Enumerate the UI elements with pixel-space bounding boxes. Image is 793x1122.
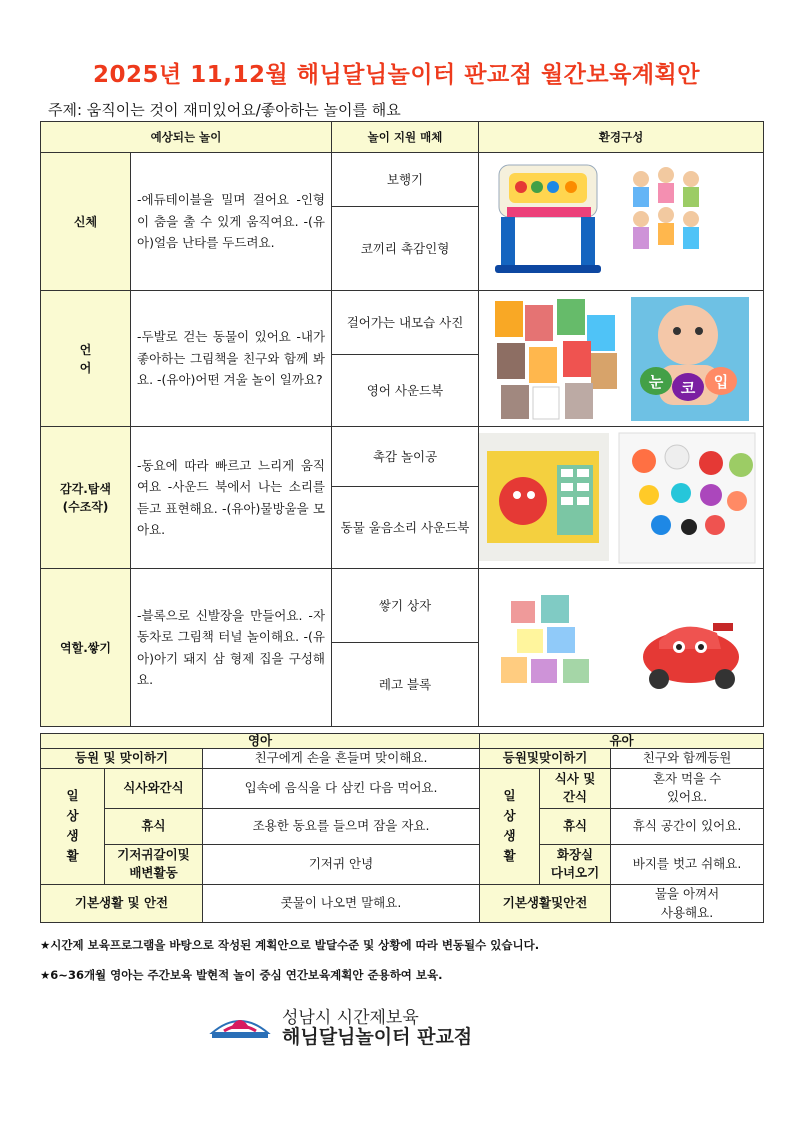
rest-child: 휴식 공간이 있어요. — [611, 808, 764, 844]
infant-title: 영아 — [41, 734, 480, 749]
safety-label-infant: 기본생활 및 안전 — [41, 884, 203, 923]
rest-label-infant: 휴식 — [105, 808, 203, 844]
toilet-child: 바지를 벗고 쉬해요. — [611, 844, 764, 884]
footer — [206, 1003, 566, 1048]
diaper-label-infant: 기저귀갈이및 배변활동 — [105, 844, 203, 884]
plan-subject: 주제: 움직이는 것이 재미있어요/좋아하는 놀이를 해요 — [48, 101, 401, 119]
play-text-physical: -에듀테이블을 밀며 걸어요 -인형이 춤을 출 수 있게 움직여요. -(유아)얼음 난타를 두드려요. — [131, 153, 332, 291]
material-elephant-doll: 코끼리 촉감인형 — [332, 207, 479, 291]
rest-label-child: 휴식 — [540, 808, 611, 844]
toy-car-image — [643, 623, 739, 689]
face-book-image — [631, 297, 749, 421]
play-text-language: -두발로 걷는 동물이 있어요 -내가 좋아하는 그림책을 친구와 함께 봐요. -(유아)어떤 겨울 놀이 일까요? — [131, 291, 332, 427]
play-text-role-blocks: -블록으로 신발장을 만들어요. -자동차로 그림책 터널 놀이해요. -(유아)아기 돼지 삼 형제 집을 구성해요. — [131, 569, 332, 727]
material-walking-photo: 걸어가는 내모습 사진 — [332, 291, 479, 355]
seongnam-logo-icon — [208, 1007, 272, 1041]
sensory-balls-image — [619, 433, 755, 563]
env-language — [479, 291, 764, 427]
category-physical: 신체 — [41, 153, 131, 291]
material-stacking-box: 쌓기 상자 — [332, 569, 479, 643]
play-text-sensory: -동요에 따라 빠르고 느리게 움직여요 -사운드 북에서 나는 소리를 듣고 표현해요. -(유아)물방울을 모아요. — [131, 427, 332, 569]
daily-label-child: 일 상 생 활 — [480, 768, 540, 884]
diaper-infant: 기저귀 안녕 — [203, 844, 480, 884]
child-title: 유아 — [480, 734, 764, 749]
note-2: ★6~36개월 영아는 주간보육 발현적 놀이 중심 연간보육계획안 준용하여 보육. — [40, 968, 443, 982]
arrival-child: 친구와 함께등원 — [611, 749, 764, 769]
daily-label-infant: 일 상 생 활 — [41, 768, 105, 884]
header-materials: 놀이 지원 매체 — [332, 122, 479, 153]
category-language: 언 어 — [41, 291, 131, 427]
material-english-soundbook: 영어 사운드북 — [332, 355, 479, 427]
note-1: ★시간제 보육프로그램을 바탕으로 작성된 계획안으로 발달수준 및 상황에 따라 변동될수 있습니다. — [40, 938, 540, 952]
safety-child: 물을 아껴서 사용해요. — [611, 884, 764, 923]
category-role-blocks: 역할.쌓기 — [41, 569, 131, 727]
category-sensory: 감각.탐색 (수조작) — [41, 427, 131, 569]
animal-cards-image — [481, 295, 761, 423]
stacking-box-image — [481, 593, 761, 703]
env-physical — [479, 153, 764, 291]
daily-life-table — [40, 733, 764, 923]
material-sensory-ball: 촉감 놀이공 — [332, 427, 479, 487]
meal-label-child: 식사 및 간식 — [540, 768, 611, 808]
arrival-infant: 친구에게 손을 흔들며 맞이해요. — [203, 749, 480, 769]
book-letter-nose: 눈 — [648, 372, 664, 391]
toilet-label-child: 화장실 다녀오기 — [540, 844, 611, 884]
material-animal-soundbook: 동물 울음소리 사운드북 — [332, 487, 479, 569]
monthly-plan-table — [40, 121, 764, 727]
book-letter-mouth: 입 — [713, 372, 729, 391]
book-letter-eye: 코 — [680, 378, 696, 397]
soundbook-image — [479, 429, 763, 567]
material-lego-block: 레고 블록 — [332, 643, 479, 727]
safety-infant: 콧물이 나오면 말해요. — [203, 884, 480, 923]
walker-toy-image — [481, 157, 761, 287]
dancing-dolls-image — [633, 167, 699, 249]
rest-infant: 조용한 동요를 들으며 잠을 자요. — [203, 808, 480, 844]
footer-line-2: 해님달님놀이터 판교점 — [282, 1026, 473, 1048]
meal-infant: 입속에 음식을 다 삼킨 다음 먹어요. — [203, 768, 480, 808]
arrival-label-infant: 등원 및 맞이하기 — [41, 749, 203, 769]
env-sensory — [479, 427, 764, 569]
page-title: 2025년 11,12월 해님달님놀이터 판교점 월간보육계획안 — [93, 62, 700, 88]
header-environment: 환경구성 — [479, 122, 764, 153]
safety-label-child: 기본생활및안전 — [480, 884, 611, 923]
header-expected-play: 예상되는 놀이 — [41, 122, 332, 153]
material-walker: 보행기 — [332, 153, 479, 207]
meal-label-infant: 식사와간식 — [105, 768, 203, 808]
footer-line-1: 성남시 시간제보육 — [282, 1008, 419, 1028]
arrival-label-child: 등원및맞이하기 — [480, 749, 611, 769]
meal-child: 혼자 먹을 수 있어요. — [611, 768, 764, 808]
env-role-blocks — [479, 569, 764, 727]
